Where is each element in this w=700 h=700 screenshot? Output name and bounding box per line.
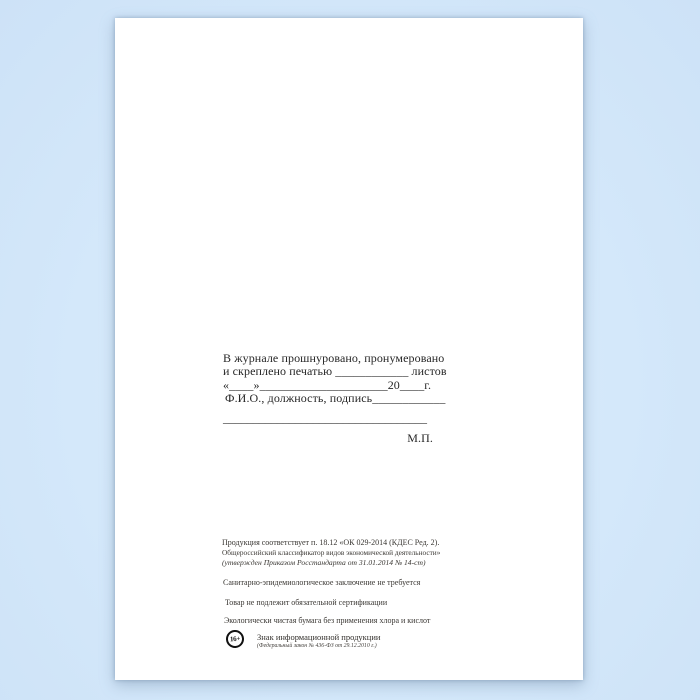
age-rating-texts [257,630,380,650]
eco-note: Экологически чистая бумага без применения хлора и кислот [224,616,431,625]
binding-line-1: В журнале прошнуровано, пронумеровано [223,351,445,365]
age-rating-16plus-icon: 16+ [225,629,244,648]
binding-line-5: __________________________________ [223,410,427,425]
binding-line-3: «____»_____________________20____г. [223,377,432,392]
journal-back-page [115,18,583,680]
certification-note: Товар не подлежит обязательной сертификации [225,598,388,607]
binding-statement [223,351,447,446]
stamp-placeholder: М.П. [407,431,433,446]
age-rating-label: Знак информационной продукции [257,632,381,642]
binding-line-4: Ф.И.О., должность, подпись____________ [225,391,446,406]
compliance-line-2: Общероссийский классификатор видов экономической деятельности» [222,548,441,557]
age-rating-block [226,630,380,650]
compliance-note [222,538,440,567]
compliance-line-1: Продукция соответствует п. 18.12 «ОК 029-2014 (КДЕС Ред. 2). [222,538,440,547]
age-rating-law: (Федеральный закон № 436-ФЗ от 29.12.2010 г.) [257,643,377,649]
compliance-line-3: (утвержден Приказом Росстандарта от 31.01.2014 № 14-ст) [222,557,426,567]
binding-line-2: и скреплено печатью ____________ листов [223,364,447,379]
sanitary-note: Санитарно-эпидемиологическое заключение не требуется [223,578,421,587]
